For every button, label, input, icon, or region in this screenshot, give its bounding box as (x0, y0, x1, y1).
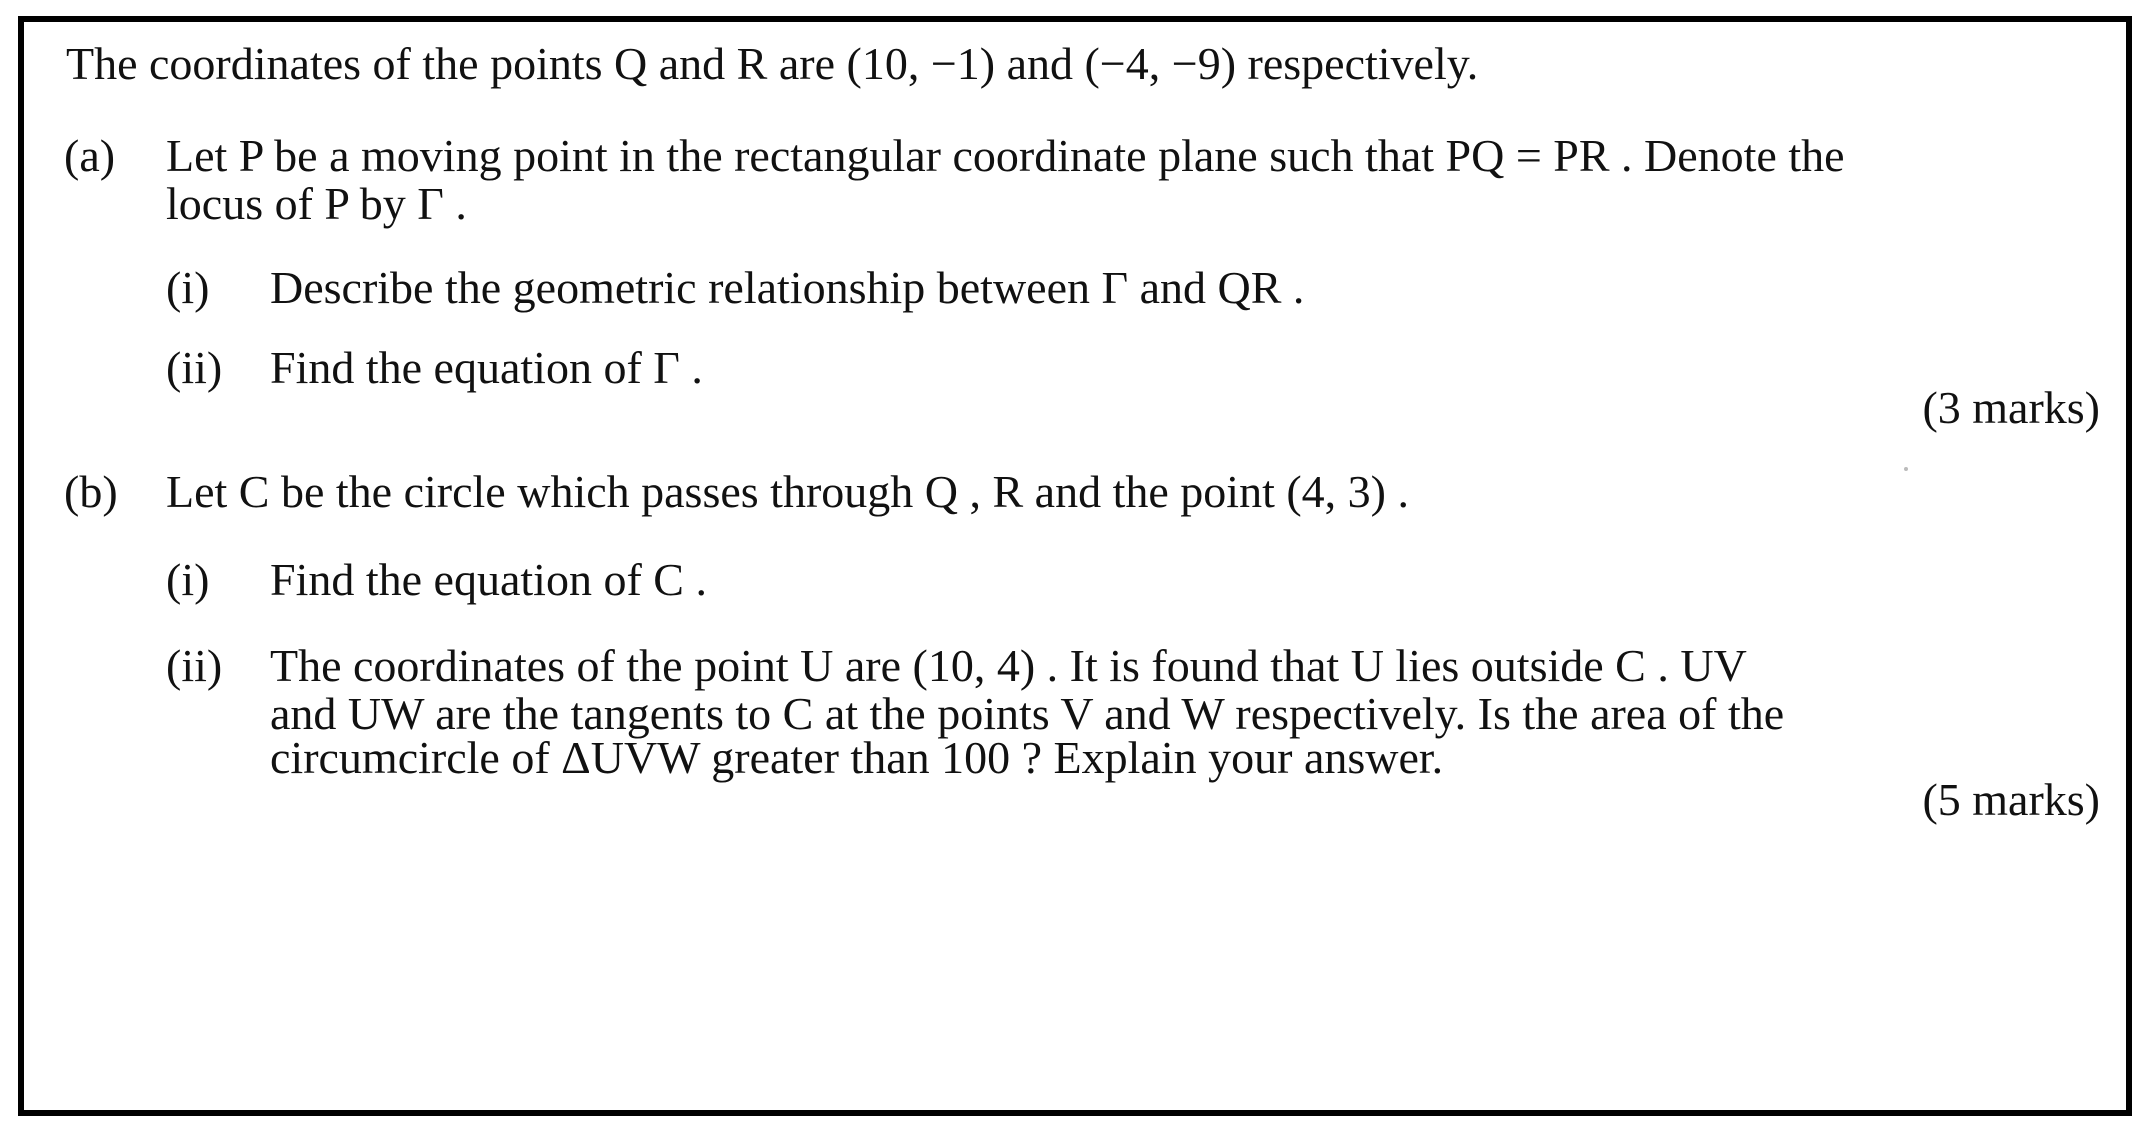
part-a-stem-line2: locus of P by Γ . (166, 178, 467, 229)
part-a-ii-label: (ii) (166, 342, 223, 393)
scan-speck (1904, 467, 1908, 471)
part-a-i-text: Describe the geometric relationship between Γ and QR . (270, 262, 1305, 313)
part-b-i-label: (i) (166, 554, 210, 605)
part-a-i-label: (i) (166, 262, 210, 313)
part-b-label: (b) (64, 466, 118, 517)
question-frame (18, 16, 2132, 1116)
part-b-i-text: Find the equation of C . (270, 554, 707, 605)
part-a-label: (a) (64, 130, 116, 181)
part-a-ii-text: Find the equation of Γ . (270, 342, 703, 393)
part-b-ii-label: (ii) (166, 640, 223, 691)
part-a-stem-line1: Let P be a moving point in the rectangular coordinate plane such that PQ = PR . Denote the (166, 130, 1845, 181)
question-intro: The coordinates of the points Q and R are (10, −1) and (−4, −9) respectively. (66, 38, 1479, 89)
part-a-marks: (3 marks) (1922, 382, 2100, 433)
part-b-stem: Let C be the circle which passes through Q , R and the point (4, 3) . (166, 466, 1409, 517)
part-b-ii-line2: and UW are the tangents to C at the points V and W respectively. Is the area of the (270, 688, 1785, 739)
part-b-ii-line1: The coordinates of the point U are (10, 4) . It is found that U lies outside C . UV (270, 640, 1747, 691)
part-b-marks: (5 marks) (1922, 774, 2100, 825)
part-b-ii-line3: circumcircle of ΔUVW greater than 100 ? Explain your answer. (270, 732, 1444, 783)
